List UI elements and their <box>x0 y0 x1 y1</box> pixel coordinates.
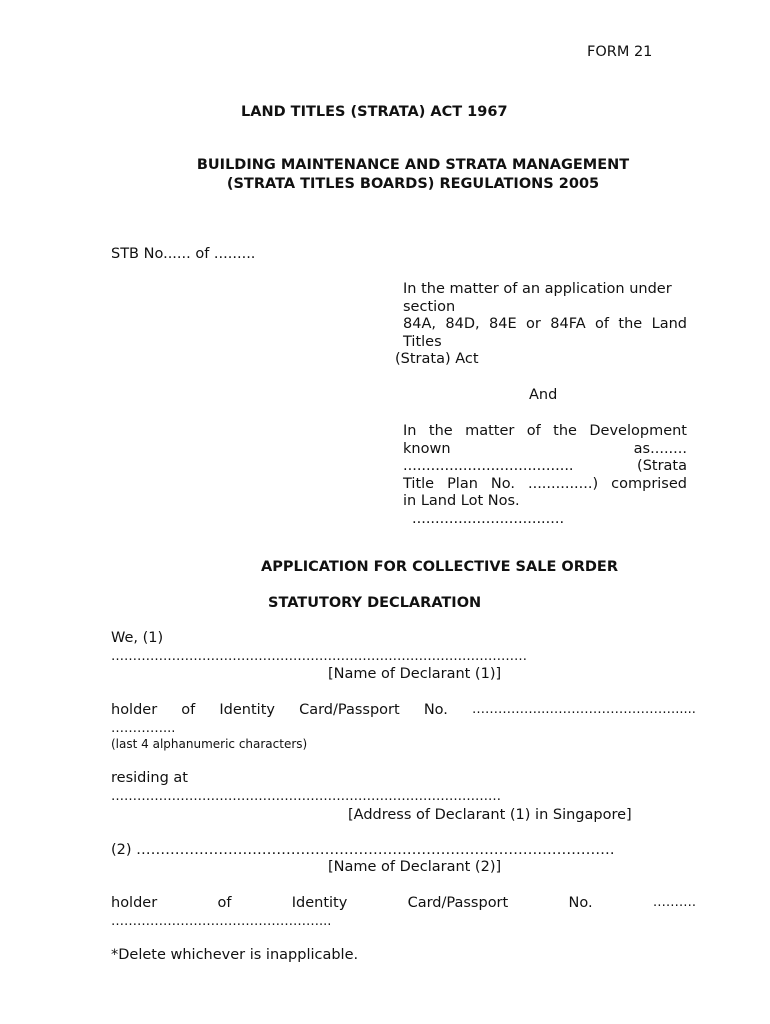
declarant1-name-dots: …………………………………………………………………………………… <box>111 649 527 664</box>
matter2-known: known <box>403 440 451 457</box>
regulations-title-line2: (STRATA TITLES BOARDS) REGULATIONS 2005 <box>226 176 600 192</box>
declaration-title: STATUTORY DECLARATION <box>268 595 482 611</box>
we-label: We, (1) <box>111 630 164 646</box>
address-caption: [Address of Declarant (1) in Singapore] <box>348 807 632 823</box>
stb-number: STB No...... of ......... <box>111 246 256 262</box>
matter2-line6: ................................. <box>412 510 565 527</box>
declarant1-holder-cont: …………... <box>111 721 176 736</box>
matter1-line1: In the matter of an application under <box>403 281 672 297</box>
holder-word: holder <box>111 702 158 718</box>
holder-word: holder <box>111 895 158 911</box>
declarant2-line: (2) ……………………………………………………………………………………… <box>111 842 615 858</box>
residing-label: residing at <box>111 770 188 786</box>
form-number: FORM 21 <box>587 44 653 60</box>
of-word: of <box>217 895 232 911</box>
no-word: No. <box>568 895 593 911</box>
and-text: And <box>529 387 558 403</box>
application-title: APPLICATION FOR COLLECTIVE SALE ORDER <box>261 559 618 575</box>
of-word: of <box>181 702 196 718</box>
residing-dots: ……………………………………………………………………………… <box>111 789 501 804</box>
matter-development-block <box>403 423 687 528</box>
matter2-line1: In the matter of the Development <box>403 423 687 439</box>
no-word: No. <box>423 702 448 718</box>
footnote: *Delete whichever is inapplicable. <box>111 947 359 963</box>
regulations-title-line1: BUILDING MAINTENANCE AND STRATA MANAGEMENT <box>196 157 630 173</box>
matter1-line5: (Strata) Act <box>395 351 479 367</box>
declarant2-name-caption: [Name of Declarant (2)] <box>328 859 502 875</box>
card-passport-word: Card/Passport <box>407 895 509 911</box>
matter2-dots: ..................................... <box>403 458 574 474</box>
id-number-dots: ………. <box>652 895 696 910</box>
identity-word: Identity <box>291 895 348 911</box>
card-passport-word: Card/Passport <box>299 702 400 718</box>
matter-application-block <box>395 281 687 369</box>
matter2-line2 <box>403 441 687 459</box>
matter2-line3 <box>403 458 687 476</box>
declarant2-holder-row <box>111 895 696 911</box>
matter2-line5: in Land Lot Nos. <box>403 493 520 509</box>
id-number-dots: ……………..…………………………..... <box>472 702 696 717</box>
last4-note: (last 4 alphanumeric characters) <box>111 737 308 751</box>
matter2-strata: (Strata <box>637 458 687 474</box>
declarant1-name-caption: [Name of Declarant (1)] <box>328 666 502 682</box>
matter2-line4: Title Plan No. ..............) comprised <box>403 475 687 492</box>
matter1-line4: Titles <box>403 333 442 350</box>
matter2-as: as........ <box>633 440 687 457</box>
declarant2-holder-cont: …………………………………………... <box>111 914 332 929</box>
matter1-line3: 84A, 84D, 84E or 84FA of the Land <box>403 316 687 332</box>
declarant1-holder-row <box>111 702 696 718</box>
act-title: LAND TITLES (STRATA) ACT 1967 <box>241 104 508 120</box>
identity-word: Identity <box>219 702 275 718</box>
matter1-line2: section <box>403 298 456 315</box>
